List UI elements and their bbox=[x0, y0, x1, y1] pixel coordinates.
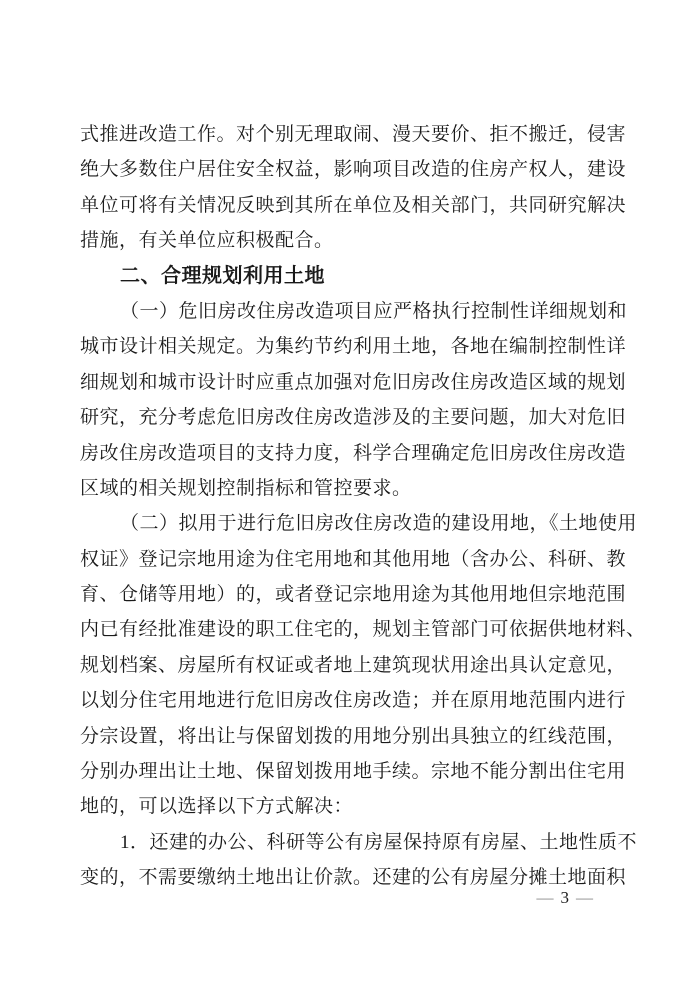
paragraph-line: 绝大多数住户居住安全权益，影响项目改造的住房产权人，建设 bbox=[80, 159, 627, 181]
paragraph-line: 内已有经批准建设的职工住宅的，规划主管部门可依据供地材料、 bbox=[80, 619, 646, 641]
paragraph-line: 区域的相关规划控制指标和管控要求。 bbox=[80, 477, 412, 499]
paragraph-line: 分别办理出让土地、保留划拨用地手续。宗地不能分割出住宅用 bbox=[80, 761, 627, 783]
paragraph-first-line: （二）拟用于进行危旧房改住房改造的建设用地，《土地使用 bbox=[120, 513, 638, 535]
paragraph-line: 式推进改造工作。对个别无理取闹、漫天要价、拒不搬迁，侵害 bbox=[80, 124, 627, 145]
paragraph-first-line: （一）危旧房改住房改造项目应严格执行控制性详细规划和 bbox=[120, 300, 628, 322]
paragraph-line: 分宗设置，将出让与保留划拨的用地分别出具独立的红线范围， bbox=[80, 725, 627, 747]
page-number-dash-right: — bbox=[576, 888, 594, 907]
paragraph-line: 权证》登记宗地用途为住宅用地和其他用地（含办公、科研、教 bbox=[80, 548, 627, 570]
list-item-first-line: 1．还建的办公、科研等公有房屋保持原有房屋、土地性质不 bbox=[120, 831, 638, 853]
paragraph-line: 规划档案、房屋所有权证或者地上建筑现状用途出具认定意见， bbox=[80, 654, 627, 676]
paragraph-line: 单位可将有关情况反映到其所在单位及相关部门，共同研究解决 bbox=[80, 194, 627, 216]
paragraph-line: 以划分住宅用地进行危旧房改住房改造；并在原用地范围内进行 bbox=[80, 690, 627, 712]
paragraph-line: 措施，有关单位应积极配合。 bbox=[80, 230, 334, 252]
paragraph-line: 变的，不需要缴纳土地出让价款。还建的公有房屋分摊土地面积 bbox=[80, 867, 627, 889]
paragraph-line: 研究，充分考虑危旧房改住房改造涉及的主要问题，加大对危旧 bbox=[80, 407, 627, 429]
page-number bbox=[531, 888, 601, 908]
section-heading-2: 二、合理规划利用土地 bbox=[120, 264, 325, 287]
page-number-dash-left: — bbox=[536, 888, 555, 907]
page-number-value: 3 bbox=[560, 888, 570, 907]
document-text-block bbox=[80, 117, 646, 896]
paragraph-line: 房改住房改造项目的支持力度，科学合理确定危旧房改住房改造 bbox=[80, 442, 627, 464]
paragraph-line: 细规划和城市设计时应重点加强对危旧房改住房改造区域的规划 bbox=[80, 371, 627, 393]
paragraph-line: 地的，可以选择以下方式解决： bbox=[80, 796, 354, 818]
paragraph-line: 育、仓储等用地）的，或者登记宗地用途为其他用地但宗地范围 bbox=[80, 584, 627, 606]
paragraph-line: 城市设计相关规定。为集约节约利用土地，各地在编制控制性详 bbox=[80, 336, 627, 358]
